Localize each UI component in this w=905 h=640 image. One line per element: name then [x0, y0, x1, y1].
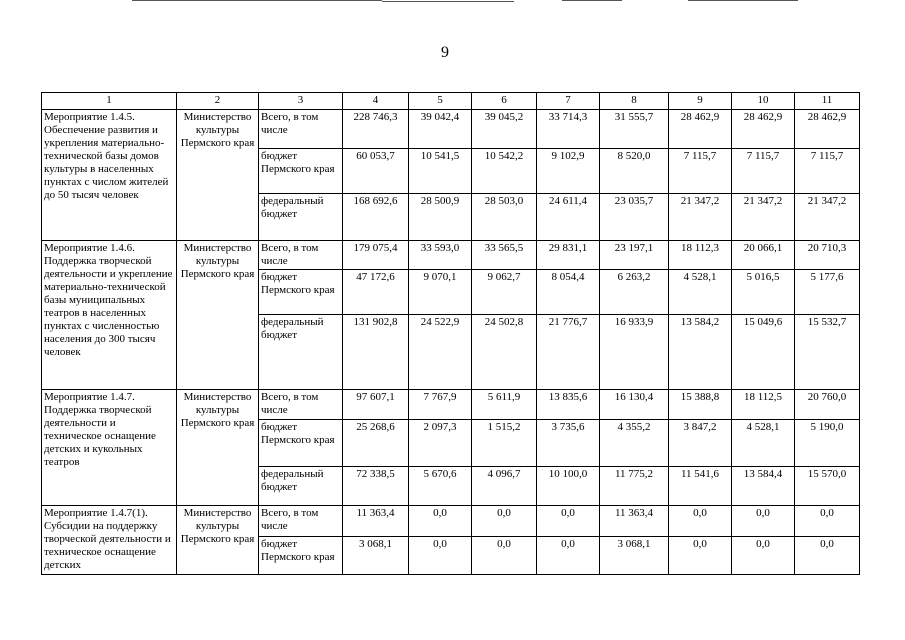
value-cell: 24 502,8 [472, 315, 537, 390]
column-header: 8 [600, 93, 669, 110]
value-cell: 0,0 [795, 537, 860, 575]
page-number: 9 [441, 44, 449, 61]
value-cell: 3 068,1 [343, 537, 409, 575]
value-cell: 3 068,1 [600, 537, 669, 575]
column-header: 11 [795, 93, 860, 110]
value-cell: 97 607,1 [343, 390, 409, 420]
value-cell: 15 570,0 [795, 467, 860, 506]
value-cell: 4 096,7 [472, 467, 537, 506]
value-cell: 28 462,9 [795, 110, 860, 149]
column-header: 4 [343, 93, 409, 110]
value-cell: 15 049,6 [732, 315, 795, 390]
value-cell: 21 776,7 [537, 315, 600, 390]
value-cell: 11 775,2 [600, 467, 669, 506]
top-edge-line [562, 0, 622, 1]
value-cell: 5 016,5 [732, 270, 795, 315]
funding-table [41, 92, 860, 575]
value-cell: 24 611,4 [537, 194, 600, 241]
value-cell: 28 462,9 [732, 110, 795, 149]
value-cell: 10 542,2 [472, 149, 537, 194]
table-row [42, 390, 860, 420]
value-cell: 23 035,7 [600, 194, 669, 241]
value-cell: 8 520,0 [600, 149, 669, 194]
funding-source: федеральный бюджет [259, 467, 343, 506]
activity-name: Мероприятие 1.4.7(1). Субсидии на поддержку творческой деятельности и техническое оснащение детских [42, 506, 177, 575]
funding-source: Всего, в том числе [259, 506, 343, 537]
value-cell: 13 835,6 [537, 390, 600, 420]
column-header: 5 [409, 93, 472, 110]
value-cell: 18 112,5 [732, 390, 795, 420]
value-cell: 16 130,4 [600, 390, 669, 420]
responsible-party: Министерство культуры Пермского края [177, 390, 259, 506]
value-cell: 16 933,9 [600, 315, 669, 390]
value-cell: 31 555,7 [600, 110, 669, 149]
column-header: 9 [669, 93, 732, 110]
funding-source: Всего, в том числе [259, 241, 343, 270]
value-cell: 9 102,9 [537, 149, 600, 194]
value-cell: 7 115,7 [669, 149, 732, 194]
value-cell: 0,0 [537, 506, 600, 537]
value-cell: 47 172,6 [343, 270, 409, 315]
value-cell: 9 070,1 [409, 270, 472, 315]
value-cell: 13 584,4 [732, 467, 795, 506]
top-edge-line [688, 0, 798, 1]
value-cell: 0,0 [472, 506, 537, 537]
value-cell: 0,0 [409, 537, 472, 575]
table-row [42, 506, 860, 537]
funding-source: федеральный бюджет [259, 315, 343, 390]
value-cell: 39 042,4 [409, 110, 472, 149]
value-cell: 4 355,2 [600, 420, 669, 467]
value-cell: 60 053,7 [343, 149, 409, 194]
value-cell: 0,0 [472, 537, 537, 575]
value-cell: 33 565,5 [472, 241, 537, 270]
value-cell: 15 388,8 [669, 390, 732, 420]
responsible-party: Министерство культуры Пермского края [177, 506, 259, 575]
responsible-party: Министерство культуры Пермского края [177, 241, 259, 390]
value-cell: 21 347,2 [732, 194, 795, 241]
value-cell: 0,0 [537, 537, 600, 575]
value-cell: 168 692,6 [343, 194, 409, 241]
value-cell: 228 746,3 [343, 110, 409, 149]
value-cell: 0,0 [409, 506, 472, 537]
top-edge-line [382, 1, 514, 2]
funding-source: бюджет Пермского края [259, 270, 343, 315]
activity-name: Мероприятие 1.4.7. Поддержка творческой деятельности и техническое оснащение детских и кукольных театров [42, 390, 177, 506]
value-cell: 23 197,1 [600, 241, 669, 270]
value-cell: 10 541,5 [409, 149, 472, 194]
value-cell: 7 767,9 [409, 390, 472, 420]
value-cell: 39 045,2 [472, 110, 537, 149]
value-cell: 8 054,4 [537, 270, 600, 315]
responsible-party: Министерство культуры Пермского края [177, 110, 259, 241]
value-cell: 0,0 [669, 506, 732, 537]
value-cell: 11 363,4 [600, 506, 669, 537]
value-cell: 20 710,3 [795, 241, 860, 270]
funding-source: бюджет Пермского края [259, 537, 343, 575]
value-cell: 5 611,9 [472, 390, 537, 420]
value-cell: 11 541,6 [669, 467, 732, 506]
value-cell: 7 115,7 [732, 149, 795, 194]
value-cell: 21 347,2 [795, 194, 860, 241]
column-header: 10 [732, 93, 795, 110]
value-cell: 21 347,2 [669, 194, 732, 241]
value-cell: 3 735,6 [537, 420, 600, 467]
activity-name: Мероприятие 1.4.5. Обеспечение развития и укрепления материально-технической базы домов культуры в населенных пунктах с числом жителей до 50 тысяч человек [42, 110, 177, 241]
value-cell: 3 847,2 [669, 420, 732, 467]
value-cell: 0,0 [795, 506, 860, 537]
value-cell: 5 190,0 [795, 420, 860, 467]
value-cell: 28 500,9 [409, 194, 472, 241]
value-cell: 2 097,3 [409, 420, 472, 467]
column-header: 7 [537, 93, 600, 110]
value-cell: 179 075,4 [343, 241, 409, 270]
value-cell: 28 462,9 [669, 110, 732, 149]
value-cell: 33 714,3 [537, 110, 600, 149]
value-cell: 15 532,7 [795, 315, 860, 390]
value-cell: 9 062,7 [472, 270, 537, 315]
value-cell: 20 066,1 [732, 241, 795, 270]
value-cell: 10 100,0 [537, 467, 600, 506]
funding-source: федеральный бюджет [259, 194, 343, 241]
value-cell: 4 528,1 [669, 270, 732, 315]
value-cell: 29 831,1 [537, 241, 600, 270]
value-cell: 25 268,6 [343, 420, 409, 467]
value-cell: 11 363,4 [343, 506, 409, 537]
column-header: 3 [259, 93, 343, 110]
value-cell: 24 522,9 [409, 315, 472, 390]
column-header: 2 [177, 93, 259, 110]
value-cell: 4 528,1 [732, 420, 795, 467]
value-cell: 0,0 [732, 537, 795, 575]
funding-source: бюджет Пермского края [259, 149, 343, 194]
value-cell: 1 515,2 [472, 420, 537, 467]
value-cell: 131 902,8 [343, 315, 409, 390]
table-row [42, 110, 860, 149]
column-header: 6 [472, 93, 537, 110]
value-cell: 18 112,3 [669, 241, 732, 270]
value-cell: 13 584,2 [669, 315, 732, 390]
funding-source: Всего, в том числе [259, 110, 343, 149]
value-cell: 72 338,5 [343, 467, 409, 506]
table-row [42, 241, 860, 270]
funding-source: бюджет Пермского края [259, 420, 343, 467]
column-header: 1 [42, 93, 177, 110]
value-cell: 0,0 [669, 537, 732, 575]
value-cell: 28 503,0 [472, 194, 537, 241]
top-edge-line [132, 0, 382, 1]
value-cell: 6 263,2 [600, 270, 669, 315]
funding-source: Всего, в том числе [259, 390, 343, 420]
activity-name: Мероприятие 1.4.6. Поддержка творческой деятельности и укрепление материально-технической базы муниципальных театров в населенных пунктах с численностью населения до 300 тысяч человек [42, 241, 177, 390]
value-cell: 20 760,0 [795, 390, 860, 420]
value-cell: 33 593,0 [409, 241, 472, 270]
value-cell: 5 177,6 [795, 270, 860, 315]
header-row [42, 93, 860, 110]
value-cell: 5 670,6 [409, 467, 472, 506]
value-cell: 7 115,7 [795, 149, 860, 194]
value-cell: 0,0 [732, 506, 795, 537]
